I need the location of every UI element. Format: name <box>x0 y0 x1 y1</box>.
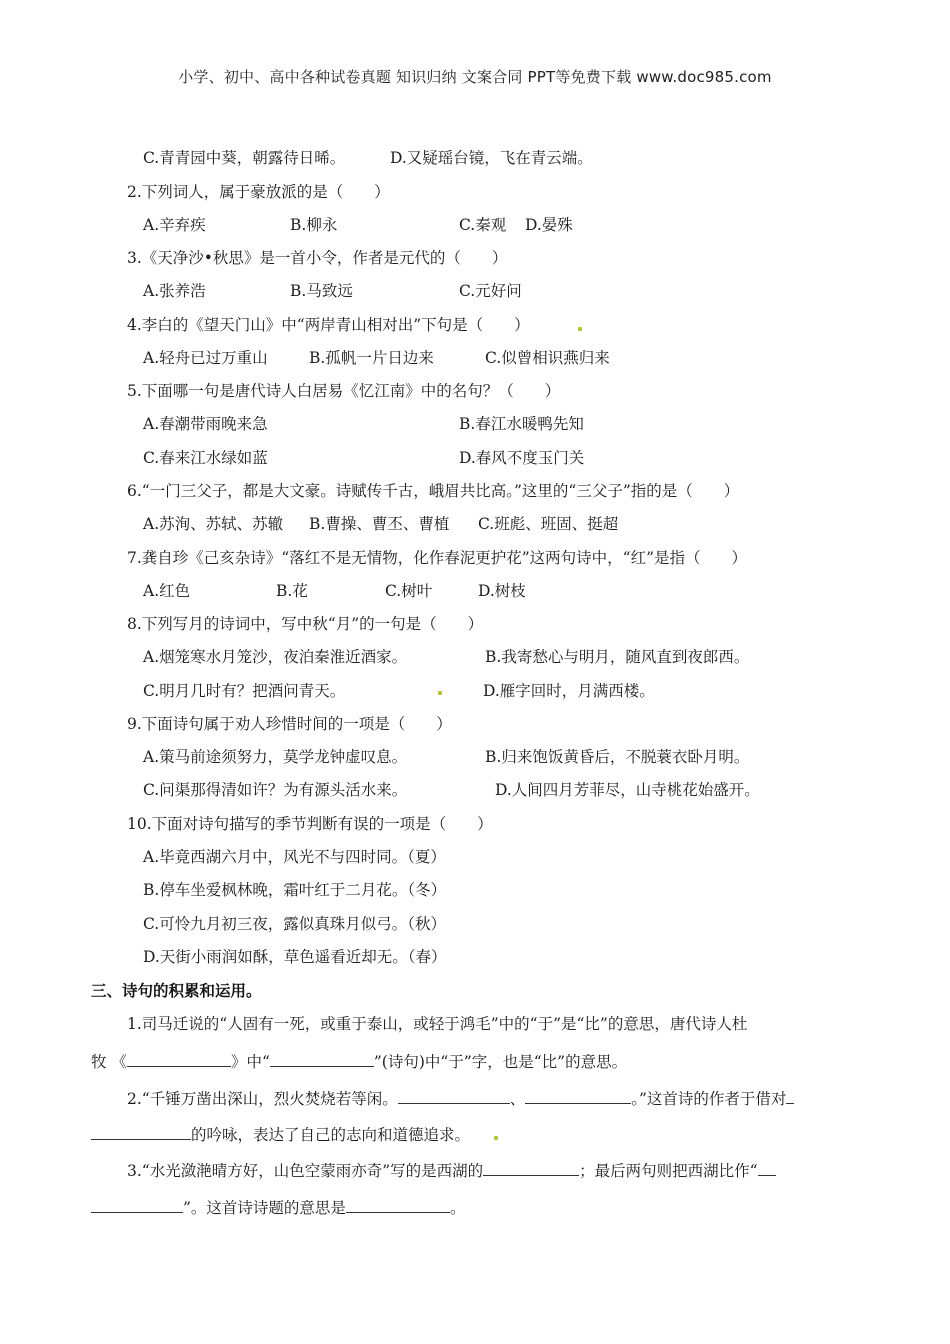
q9-option-c: C.问渠那得清如许？为有源头活水来。 <box>143 781 408 799</box>
q8-option-a: A.烟笼寒水月笼沙，夜泊秦淮近酒家。 <box>143 648 408 666</box>
q10-option-b: B.停车坐爱枫林晚，霜叶红于二月花。（冬） <box>143 881 447 899</box>
q4-option-c: C.似曾相识燕归来 <box>485 349 610 367</box>
q7-option-a: A.红色 <box>143 582 191 600</box>
q5-option-b: B.春江水暖鸭先知 <box>459 415 584 433</box>
q7-option-b: B.花 <box>276 582 308 600</box>
q4-stem: 4.李白的《望天门山》中“两岸青山相对出”下句是（ ） <box>127 316 530 334</box>
q5-option-d: D.春风不度玉门关 <box>459 449 585 467</box>
q8-option-c: C.明月几时有？把酒问青天。 <box>143 682 346 700</box>
section-heading: 三、诗句的积累和运用。 <box>91 982 262 1000</box>
s3-p1-text: 》中“ <box>230 1053 270 1071</box>
q9-option-a: A.策马前途须努力，莫学龙钟虚叹息。 <box>143 748 408 766</box>
fill-blank[interactable] <box>127 1051 231 1067</box>
q7-option-c: C.树叶 <box>385 582 433 600</box>
q5-option-a: A.春潮带雨晚来急 <box>143 415 268 433</box>
q6-stem: 6.“一门三父子，都是大文豪。诗赋传千古，峨眉共比高。”这里的“三父子”指的是（ ） <box>127 482 740 500</box>
fill-blank[interactable] <box>525 1088 631 1104</box>
q6-option-c: C.班彪、班固、挺超 <box>478 515 619 533</box>
q7-stem: 7.龚自珍《己亥杂诗》“落红不是无情物，化作春泥更护花”这两句诗中，“红”是指（ ） <box>127 549 747 567</box>
s3-p1-line1: 1.司马迁说的“人固有一死，或重于泰山，或轻于鸿毛”中的“于”是“比”的意思，唐代诗人杜 <box>127 1015 748 1033</box>
q4-option-a: A.轻舟已过万重山 <box>143 349 268 367</box>
q10-option-c: C.可怜九月初三夜，露似真珠月似弓。（秋） <box>143 915 446 933</box>
fill-blank[interactable] <box>758 1160 776 1176</box>
s3-p2-text: 、 <box>509 1090 526 1108</box>
fill-blank[interactable] <box>786 1088 794 1104</box>
q10-option-a: A.毕竟西湖六月中，风光不与四时同。（夏） <box>143 848 446 866</box>
q1-option-d: D.又疑瑶台镜，飞在青云端。 <box>390 149 593 167</box>
q9-option-b: B.归来饱饭黄昏后，不脱蓑衣卧月明。 <box>485 748 750 766</box>
s3-p3-line2 <box>91 1197 465 1218</box>
s3-p1-text: ”(诗句)中“于”字，也是“比”的意思。 <box>373 1053 628 1071</box>
s3-p3-text: ”。这首诗诗题的意思是 <box>183 1199 346 1217</box>
q8-option-d: D.雁字回时，月满西楼。 <box>483 682 655 700</box>
q8-option-b: B.我寄愁心与明月，随风直到夜郎西。 <box>485 648 750 666</box>
s3-p2-text: 。”这首诗的作者于借对 <box>631 1090 787 1108</box>
s3-p1-text: 牧 《 <box>91 1053 127 1071</box>
q5-option-c: C.春来江水绿如蓝 <box>143 449 268 467</box>
s3-p2-line1 <box>127 1088 794 1109</box>
s3-p2-text: 2.“千锤万凿出深山，烈火焚烧若等闲。 <box>127 1090 398 1108</box>
q2-stem: 2.下列词人，属于豪放派的是（ ） <box>127 183 390 201</box>
stray-mark <box>494 1136 498 1140</box>
s3-p3-line1 <box>127 1160 776 1181</box>
s3-p1-line2 <box>91 1051 627 1072</box>
q3-option-a: A.张养浩 <box>143 282 206 300</box>
q6-option-b: B.曹操、曹丕、曹植 <box>309 515 450 533</box>
fill-blank[interactable] <box>346 1197 450 1213</box>
s3-p2-line2 <box>91 1124 470 1145</box>
stray-mark <box>578 327 582 331</box>
q6-option-a: A.苏洵、苏轼、苏辙 <box>143 515 284 533</box>
q10-option-d: D.天街小雨润如酥，草色遥看近却无。（春） <box>143 948 447 966</box>
fill-blank[interactable] <box>398 1088 510 1104</box>
q3-stem: 3.《天净沙•秋思》是一首小令，作者是元代的（ ） <box>127 249 508 267</box>
s3-p3-text: 3.“水光潋滟晴方好，山色空蒙雨亦奇”写的是西湖的 <box>127 1162 484 1180</box>
s3-p2-text: 的吟咏，表达了自己的志向和道德追求。 <box>191 1126 471 1144</box>
q3-option-c: C.元好问 <box>459 282 522 300</box>
fill-blank[interactable] <box>483 1160 579 1176</box>
fill-blank[interactable] <box>91 1124 191 1140</box>
q9-stem: 9.下面诗句属于劝人珍惜时间的一项是（ ） <box>127 715 452 733</box>
fill-blank[interactable] <box>91 1197 183 1213</box>
s3-p3-text: ；最后两句则把西湖比作“ <box>579 1162 758 1180</box>
q9-option-d: D.人间四月芳菲尽，山寺桃花始盛开。 <box>495 781 760 799</box>
q7-option-d: D.树枝 <box>478 582 526 600</box>
q8-stem: 8.下列写月的诗词中，写中秋“月”的一句是（ ） <box>127 615 484 633</box>
q2-option-a: A.辛弃疾 <box>143 216 206 234</box>
q2-option-b: B.柳永 <box>290 216 338 234</box>
page-header: 小学、初中、高中各种试卷真题 知识归纳 文案合同 PPT等免费下载 www.doc985.com <box>178 68 772 86</box>
q10-stem: 10.下面对诗句描写的季节判断有误的一项是（ ） <box>127 815 493 833</box>
fill-blank[interactable] <box>270 1051 374 1067</box>
q4-option-b: B.孤帆一片日边来 <box>309 349 434 367</box>
q2-option-d: D.晏殊 <box>525 216 573 234</box>
q2-option-c: C.秦观 <box>459 216 507 234</box>
stray-mark <box>438 691 442 695</box>
q3-option-b: B.马致远 <box>290 282 353 300</box>
s3-p3-text: 。 <box>449 1199 466 1217</box>
q5-stem: 5.下面哪一句是唐代诗人白居易《忆江南》中的名句？（ ） <box>127 382 561 400</box>
q1-option-c: C.青青园中葵，朝露待日晞。 <box>143 149 346 167</box>
